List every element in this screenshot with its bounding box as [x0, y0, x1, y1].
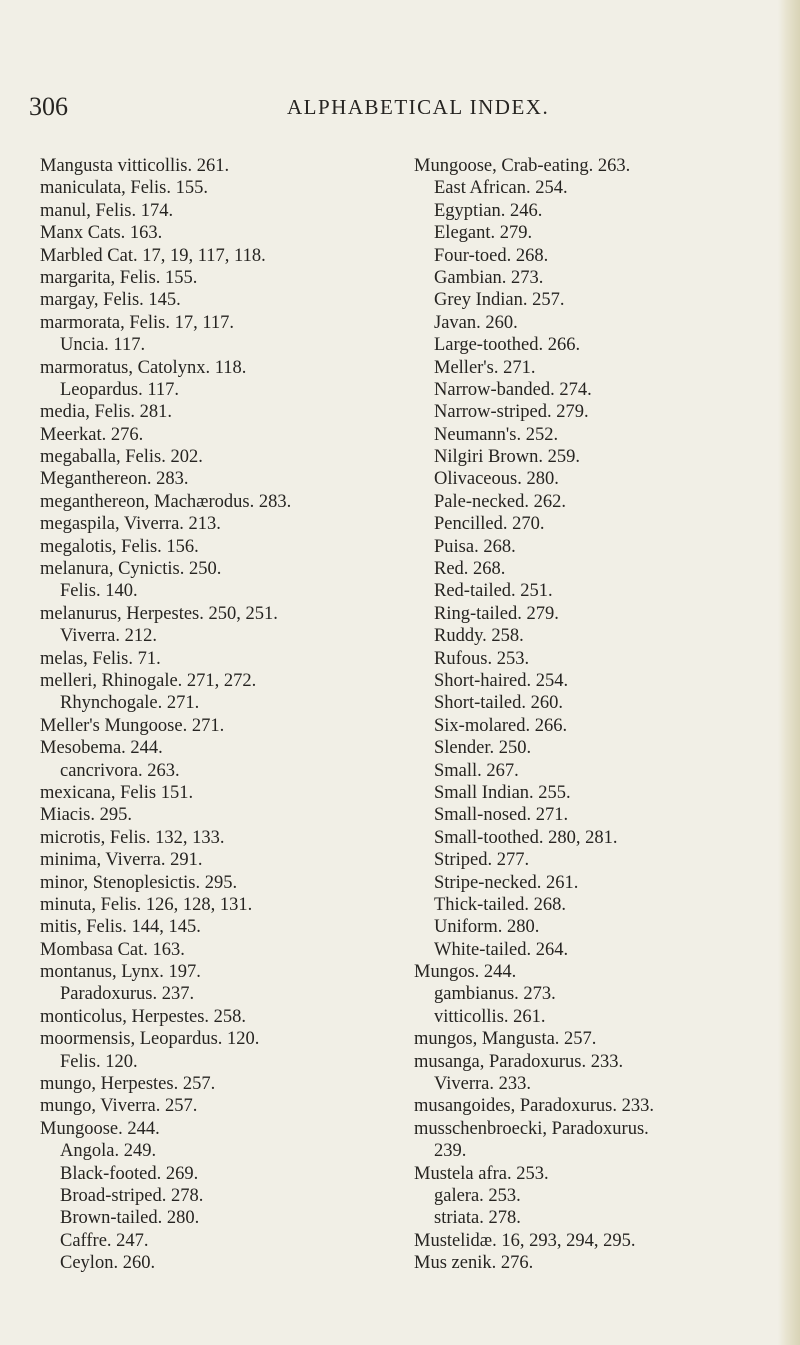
index-subentry: Brown-tailed. 280.: [60, 1208, 200, 1229]
index-entry: Mungos. 244.: [414, 962, 517, 983]
index-subentry: Narrow-striped. 279.: [434, 402, 589, 423]
index-subentry: Felis. 120.: [60, 1051, 138, 1072]
index-subentry: Viverra. 212.: [60, 626, 158, 647]
index-entry: Mus zenik. 276.: [414, 1253, 534, 1274]
index-entry: melas, Felis. 71.: [40, 648, 161, 669]
index-subentry: Rhynchogale. 271.: [60, 693, 200, 714]
index-subentry: Caffre. 247.: [60, 1230, 149, 1251]
index-entry: monticolus, Herpestes. 258.: [40, 1006, 247, 1027]
index-subentry: Slender. 250.: [434, 738, 532, 759]
index-subentry: gambianus. 273.: [434, 984, 556, 1005]
index-subentry: Thick-tailed. 268.: [434, 894, 567, 915]
index-subentry: striata. 278.: [434, 1208, 521, 1229]
index-entry: mungo, Herpestes. 257.: [40, 1074, 216, 1095]
index-subentry: Six-molared. 266.: [434, 715, 568, 736]
index-column-left: [40, 155, 400, 1275]
index-subentry: Striped. 277.: [434, 850, 530, 871]
index-entry: Marbled Cat. 17, 19, 117, 118.: [40, 245, 266, 266]
index-entry: megaballa, Felis. 202.: [40, 447, 203, 468]
index-subentry: Felis. 140.: [60, 581, 138, 602]
page-number: 306: [29, 92, 68, 121]
index-entry: Mungoose. 244.: [40, 1118, 160, 1139]
index-entry: Mombasa Cat. 163.: [40, 939, 185, 960]
index-entry: Meller's Mungoose. 271.: [40, 715, 225, 736]
index-subentry: Ring-tailed. 279.: [434, 603, 559, 624]
index-subentry: Puisa. 268.: [434, 536, 516, 557]
index-entry: Mungoose, Crab-eating. 263.: [414, 156, 631, 176]
index-subentry: White-tailed. 264.: [434, 939, 569, 960]
index-subentry: Angola. 249.: [60, 1141, 157, 1162]
index-entry: Mangusta vitticollis. 261.: [40, 156, 230, 176]
index-subentry: Grey Indian. 257.: [434, 290, 565, 311]
index-subentry: 239.: [434, 1141, 467, 1162]
index-entry: Meerkat. 276.: [40, 424, 144, 445]
index-entry: musschenbroecki, Paradoxurus.: [414, 1118, 649, 1139]
index-entry: margay, Felis. 145.: [40, 290, 181, 311]
index-subentry: Leopardus. 117.: [60, 379, 180, 400]
index-subentry: galera. 253.: [434, 1185, 521, 1206]
index-entry: melanurus, Herpestes. 250, 251.: [40, 603, 278, 624]
index-entry: megalotis, Felis. 156.: [40, 536, 199, 557]
index-entry: minuta, Felis. 126, 128, 131.: [40, 894, 253, 915]
index-subentry: Short-tailed. 260.: [434, 693, 563, 714]
index-entry: Mustelidæ. 16, 293, 294, 295.: [414, 1230, 636, 1251]
index-subentry: Broad-striped. 278.: [60, 1185, 204, 1206]
index-entry: mitis, Felis. 144, 145.: [40, 917, 201, 938]
index-entry: mungo, Viverra. 257.: [40, 1096, 198, 1117]
index-entry: manul, Felis. 174.: [40, 200, 174, 221]
index-subentry: Gambian. 273.: [434, 267, 544, 288]
index-subentry: Red-tailed. 251.: [434, 581, 553, 602]
index-subentry: Small-nosed. 271.: [434, 805, 569, 826]
index-entry: moormensis, Leopardus. 120.: [40, 1029, 260, 1050]
index-subentry: Small. 267.: [434, 760, 519, 781]
index-subentry: Rufous. 253.: [434, 648, 530, 669]
index-subentry: Nilgiri Brown. 259.: [434, 447, 580, 468]
index-subentry: Paradoxurus. 237.: [60, 984, 195, 1005]
index-entry: Meganthereon. 283.: [40, 469, 189, 490]
index-entry: Manx Cats. 163.: [40, 223, 163, 244]
index-subentry: Elegant. 279.: [434, 223, 533, 244]
index-subentry: Red. 268.: [434, 559, 506, 580]
index-subentry: Ceylon. 260.: [60, 1253, 156, 1274]
index-entry: Mesobema. 244.: [40, 738, 163, 759]
index-subentry: Pencilled. 270.: [434, 514, 545, 535]
index-subentry: Small-toothed. 280, 281.: [434, 827, 618, 848]
index-entry: megaspila, Viverra. 213.: [40, 514, 221, 535]
index-subentry: Neumann's. 252.: [434, 424, 559, 445]
index-subentry: Narrow-banded. 274.: [434, 379, 592, 400]
index-entry: marmorata, Felis. 17, 117.: [40, 312, 235, 333]
index-subentry: Stripe-necked. 261.: [434, 872, 579, 893]
index-subentry: Ruddy. 258.: [434, 626, 524, 647]
index-entry: meganthereon, Machærodus. 283.: [40, 491, 292, 512]
index-subentry: East African. 254.: [434, 178, 568, 199]
index-subentry: Viverra. 233.: [434, 1074, 532, 1095]
index-entry: marmoratus, Catolynx. 118.: [40, 357, 247, 378]
index-subentry: Large-toothed. 266.: [434, 335, 581, 356]
page-header: [0, 92, 800, 122]
index-entry: minima, Viverra. 291.: [40, 850, 203, 871]
index-subentry: Olivaceous. 280.: [434, 469, 559, 490]
index-entry: microtis, Felis. 132, 133.: [40, 827, 225, 848]
index-subentry: Meller's. 271.: [434, 357, 536, 378]
index-entry: musangoides, Paradoxurus. 233.: [414, 1096, 654, 1117]
index-entry: margarita, Felis. 155.: [40, 267, 198, 288]
index-subentry: Small Indian. 255.: [434, 782, 571, 803]
index-subentry: Pale-necked. 262.: [434, 491, 567, 512]
index-subentry: Black-footed. 269.: [60, 1163, 199, 1184]
index-subentry: Four-toed. 268.: [434, 245, 549, 266]
index-subentry: Javan. 260.: [434, 312, 518, 333]
index-column-right: [414, 155, 784, 1275]
index-entry: mexicana, Felis 151.: [40, 782, 194, 803]
index-entry: minor, Stenoplesictis. 295.: [40, 872, 238, 893]
index-entry: maniculata, Felis. 155.: [40, 178, 209, 199]
running-title: ALPHABETICAL INDEX.: [287, 95, 550, 119]
index-entry: musanga, Paradoxurus. 233.: [414, 1051, 624, 1072]
index-entry: Mustela afra. 253.: [414, 1163, 549, 1184]
index-entry: media, Felis. 281.: [40, 402, 173, 423]
index-subentry: vitticollis. 261.: [434, 1006, 546, 1027]
index-entry: mungos, Mangusta. 257.: [414, 1029, 597, 1050]
index-entry: Miacis. 295.: [40, 805, 132, 826]
index-subentry: cancrivora. 263.: [60, 760, 180, 781]
index-entry: melleri, Rhinogale. 271, 272.: [40, 670, 257, 691]
index-subentry: Short-haired. 254.: [434, 670, 569, 691]
index-entry: montanus, Lynx. 197.: [40, 962, 201, 983]
index-subentry: Uniform. 280.: [434, 917, 540, 938]
index-subentry: Egyptian. 246.: [434, 200, 543, 221]
index-subentry: Uncia. 117.: [60, 335, 146, 356]
index-entry: melanura, Cynictis. 250.: [40, 559, 222, 580]
